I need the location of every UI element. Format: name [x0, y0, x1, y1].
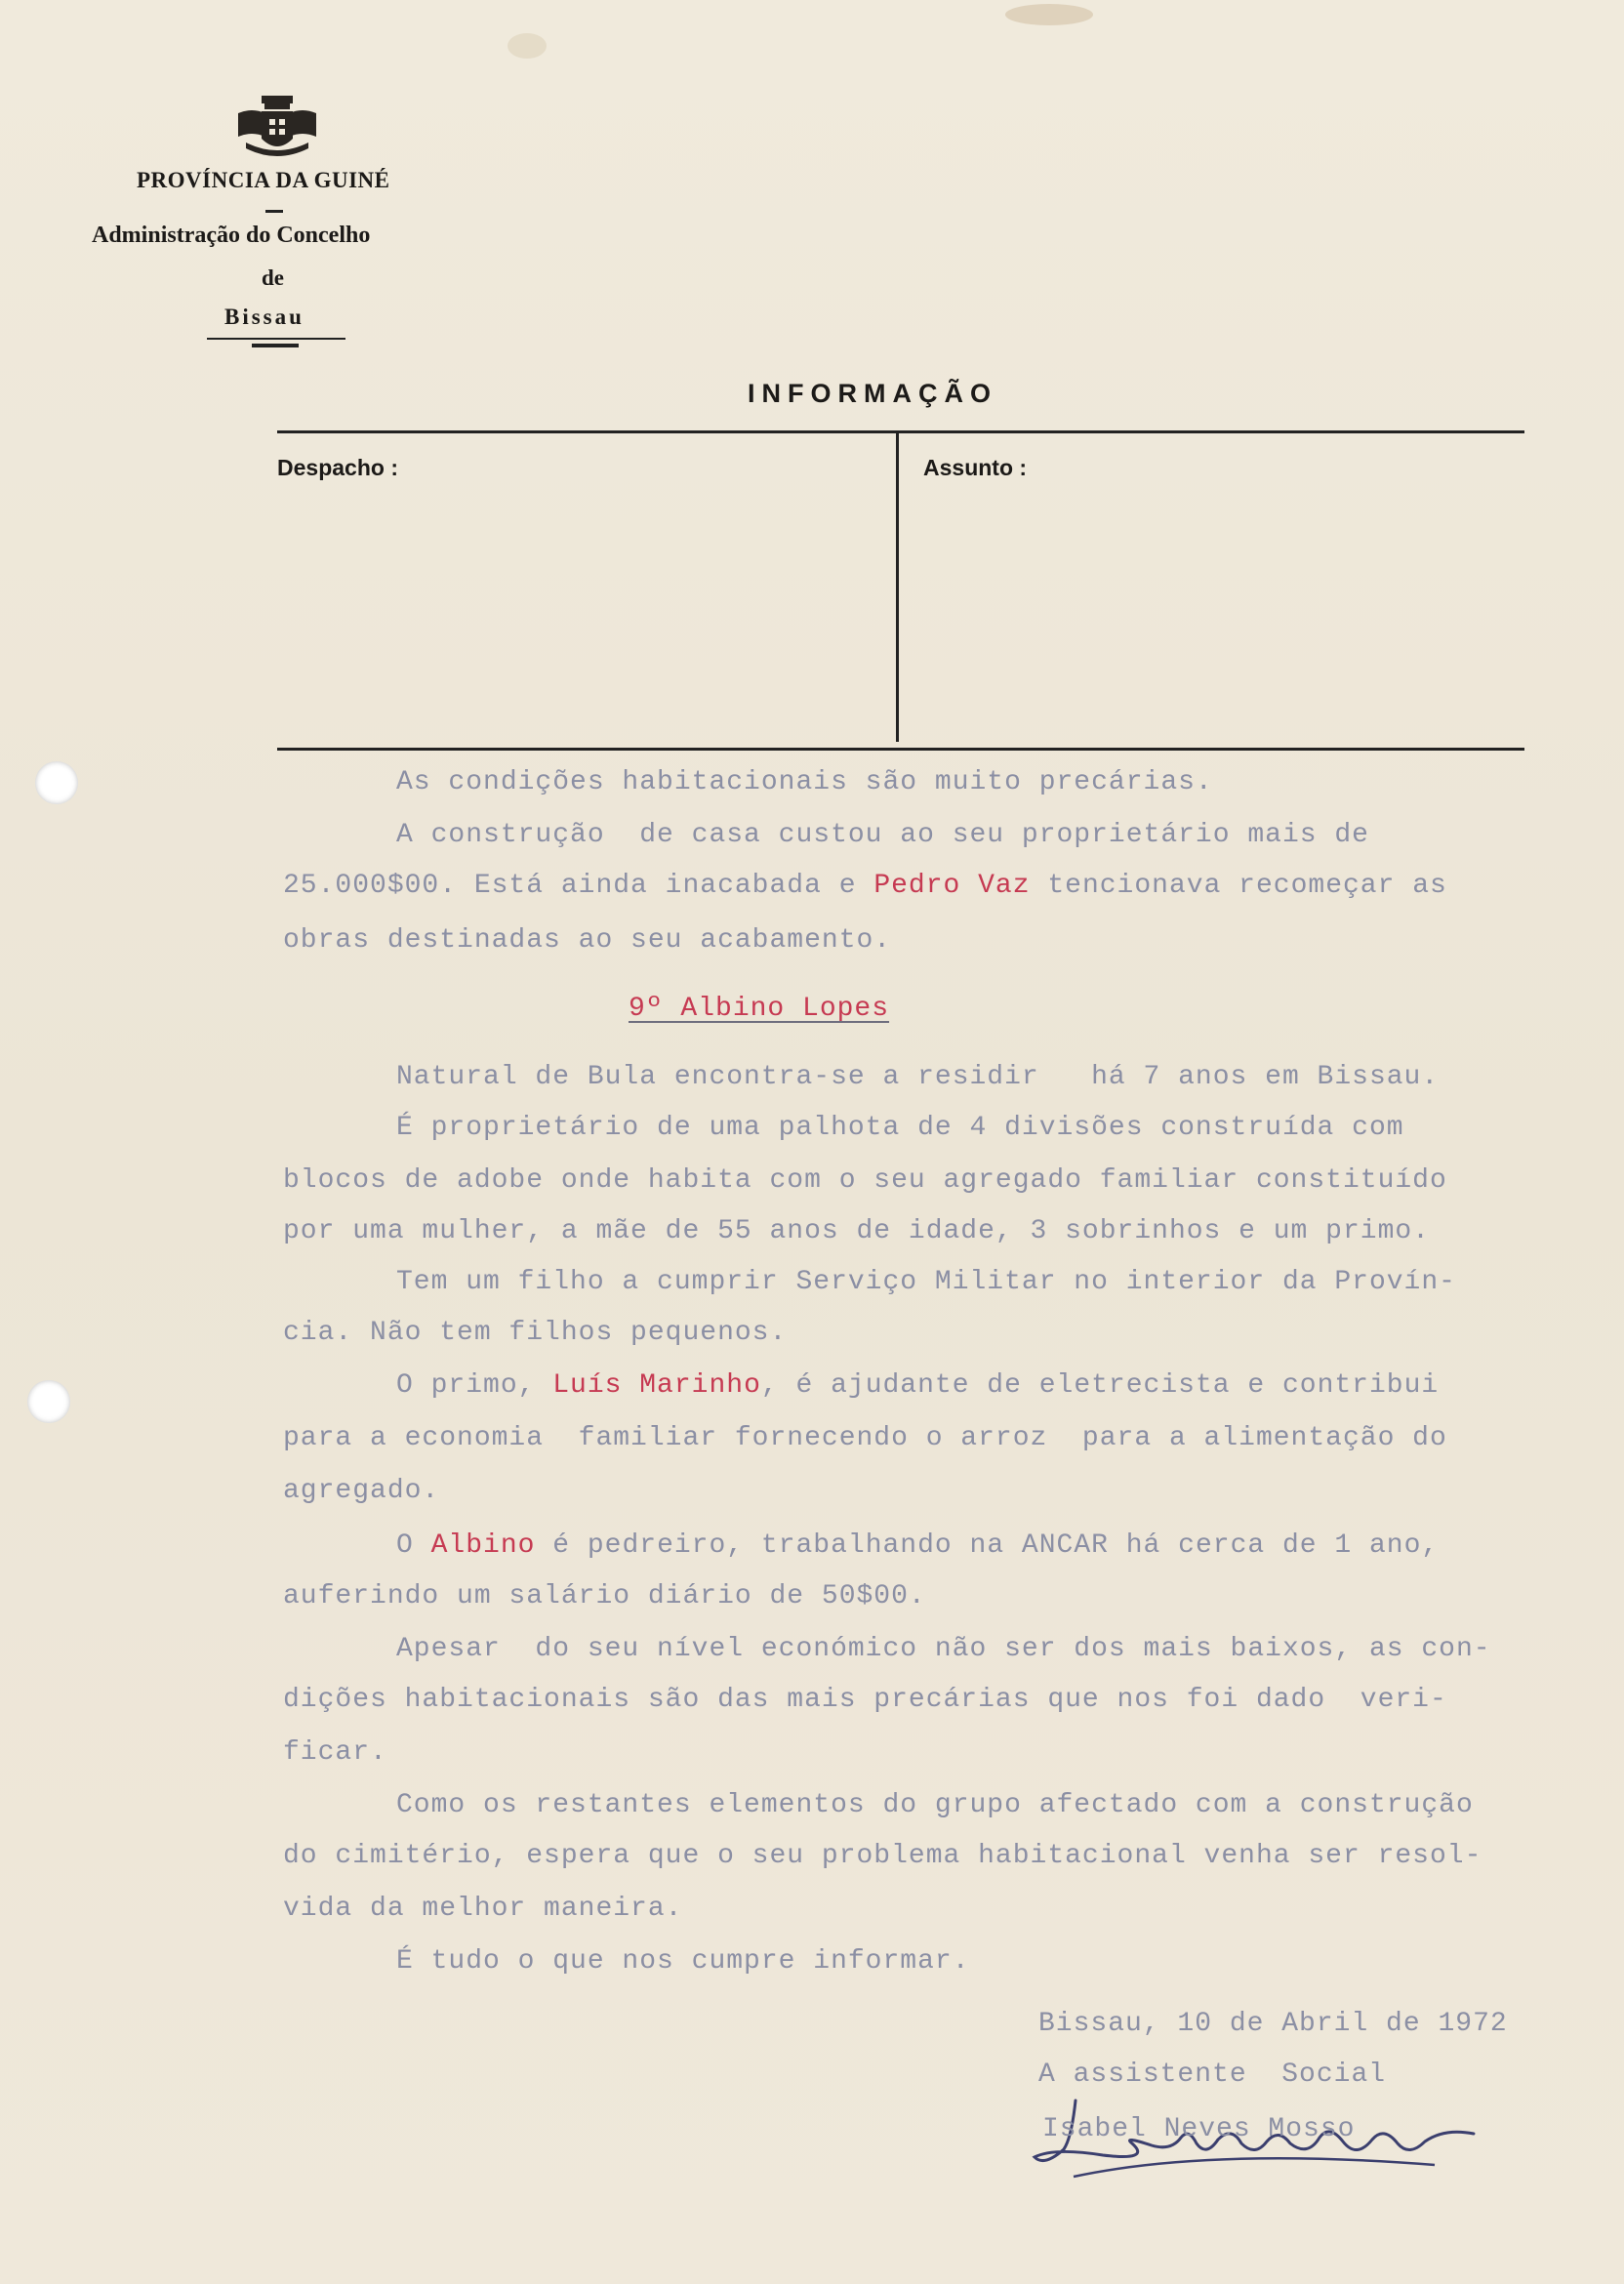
person-name: Albino [430, 1530, 536, 1561]
body-line [283, 871, 1447, 901]
despacho-label: Despacho : [277, 455, 398, 480]
coat-of-arms-icon [232, 94, 322, 162]
body-line: auferindo um salário diário de 50$00. [283, 1581, 926, 1611]
body-line: cia. Não tem filhos pequenos. [283, 1318, 788, 1348]
body-line: vida da melhor maneira. [283, 1894, 683, 1924]
body-text: é pedreiro, trabalhando na ANCAR há cerca de 1 ano, [535, 1530, 1440, 1561]
body-line: A construção de casa custou ao seu proprietário mais de [396, 820, 1369, 850]
header-underline [207, 338, 345, 340]
body-text: O [396, 1530, 414, 1561]
signer-name: Isabel Neves Mosso [1042, 2114, 1356, 2144]
administration-name: Administração do Concelho [92, 223, 371, 248]
form-box-top-rule [277, 430, 1524, 433]
body-text: O primo, [396, 1370, 536, 1401]
body-line: blocos de adobe onde habita com o seu agregado familiar constituído [283, 1165, 1447, 1196]
body-line: É proprietário de uma palhota de 4 divisões construída com [396, 1113, 1404, 1143]
paper-stain [1005, 4, 1093, 25]
header-de: de [262, 265, 284, 290]
body-line: Como os restantes elementos do grupo afectado com a construção [396, 1790, 1474, 1820]
signer-role: A assistente Social [1038, 2060, 1387, 2090]
punch-hole [35, 761, 78, 804]
body-text: tencionava recomeçar as [1030, 871, 1447, 901]
header-underline-bar [252, 344, 299, 347]
body-line: Tem um filho a cumprir Serviço Militar no interior da Provín- [396, 1267, 1456, 1297]
person-name: Pedro Vaz [873, 871, 1031, 901]
body-line: ficar. [283, 1737, 387, 1768]
body-line: É tudo o que nos cumpre informar. [396, 1946, 970, 1977]
paper-stain [508, 33, 547, 59]
body-line: por uma mulher, a mãe de 55 anos de idade, 3 sobrinhos e um primo. [283, 1216, 1430, 1246]
body-line: do cimitério, espera que o seu problema habitacional venha ser resol- [283, 1841, 1482, 1871]
body-line [396, 1530, 1439, 1561]
section-heading: 9º Albino Lopes [629, 994, 890, 1024]
body-text: 25.000$00. Está ainda inacabada e [283, 871, 857, 901]
form-box-divider [896, 433, 899, 742]
place-date: Bissau, 10 de Abril de 1972 [1038, 2009, 1508, 2039]
header-dash [265, 210, 283, 213]
person-name: Luís Marinho [552, 1370, 761, 1401]
form-title: INFORMAÇÃO [748, 379, 997, 408]
body-line: agregado. [283, 1476, 440, 1506]
body-line: As condições habitacionais são muito precárias. [396, 767, 1213, 797]
province-name: PROVÍNCIA DA GUINÉ [137, 168, 390, 192]
punch-hole [27, 1380, 70, 1423]
form-box-bottom-rule [277, 748, 1524, 751]
body-line: para a economia familiar fornecendo o arroz para a alimentação do [283, 1423, 1447, 1453]
body-line: obras destinadas ao seu acabamento. [283, 925, 892, 956]
assunto-label: Assunto : [923, 455, 1028, 480]
city-name: Bissau [224, 305, 304, 329]
body-line: dições habitacionais são das mais precárias que nos foi dado veri- [283, 1685, 1447, 1715]
body-line [396, 1370, 1439, 1401]
body-line: Natural de Bula encontra-se a residir há 7 anos em Bissau. [396, 1062, 1440, 1092]
body-text: , é ajudante de eletrecista e contribui [760, 1370, 1440, 1401]
body-line: Apesar do seu nível económico não ser dos mais baixos, as con- [396, 1634, 1491, 1664]
